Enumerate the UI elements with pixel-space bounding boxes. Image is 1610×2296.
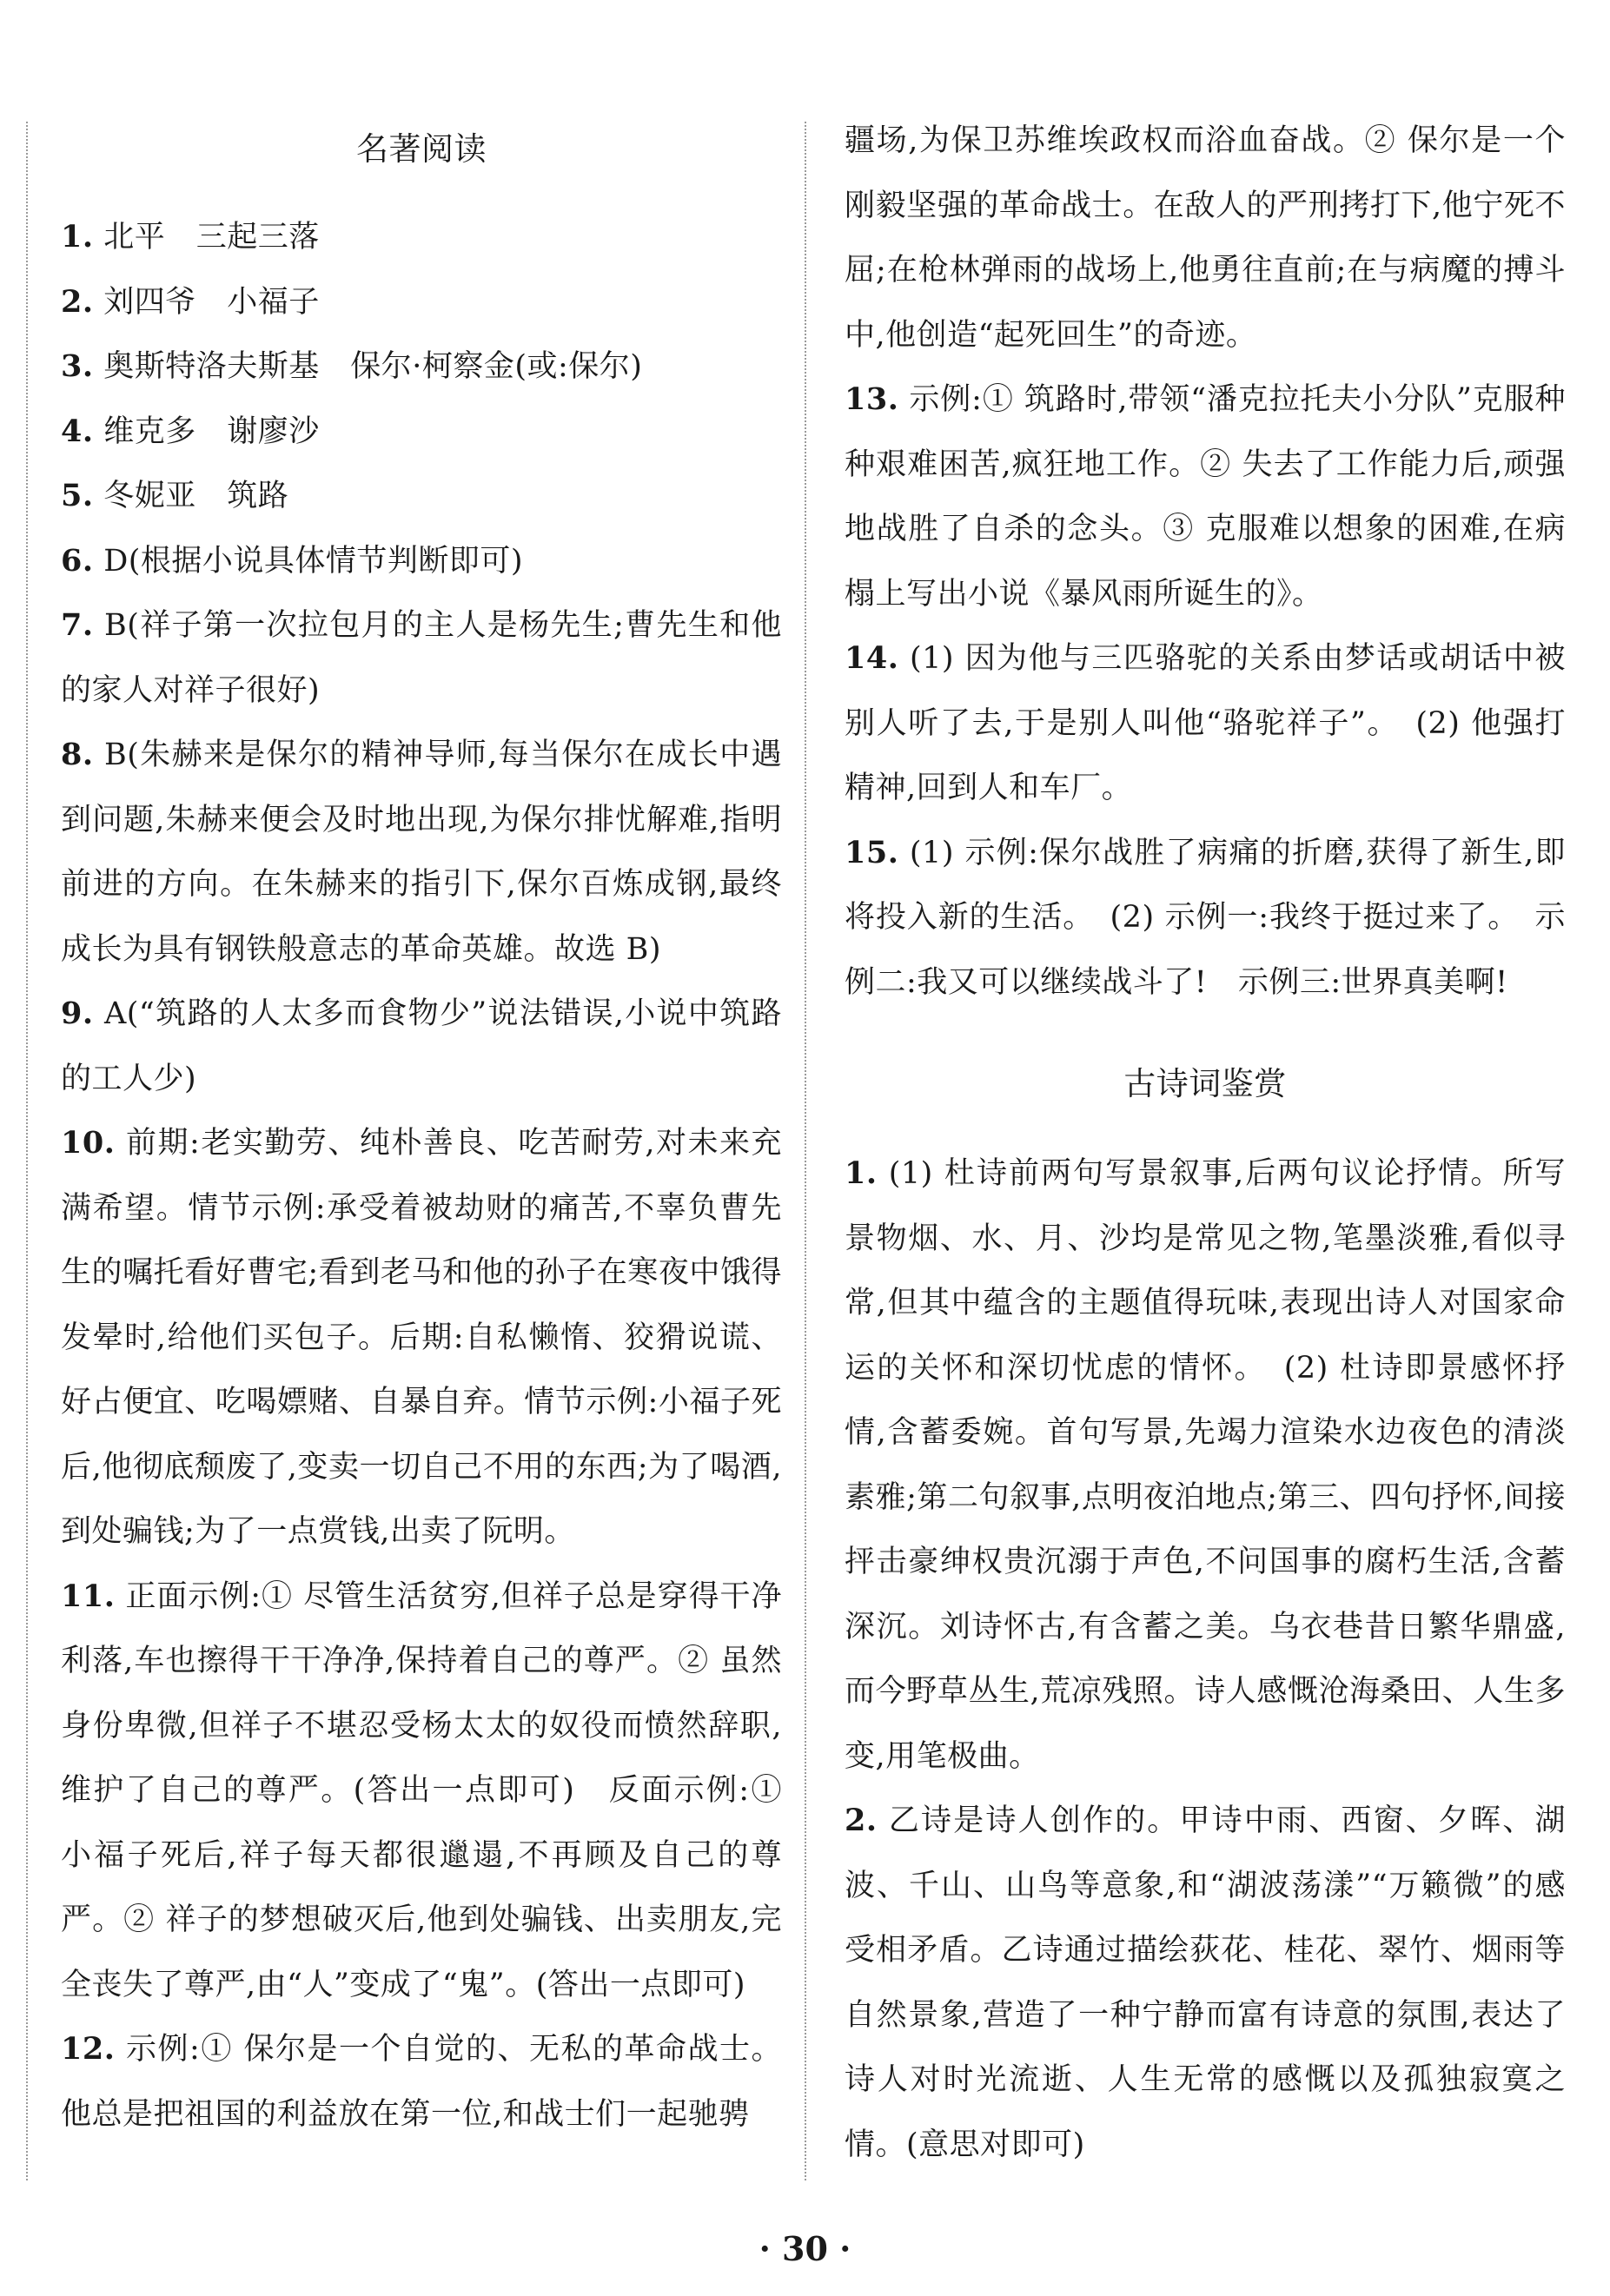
- answer-item: [845, 367, 1566, 626]
- answer-number: 15.: [845, 834, 899, 870]
- answer-text: A(“筑路的人太多而食物少”说法错误,小说中筑路的工人少): [61, 996, 782, 1096]
- answer-item: [61, 400, 782, 465]
- answer-text: 示例:① 保尔是一个自觉的、无私的革命战士。他总是把祖国的利益放在第一位,和战士们一起驰骋: [61, 2032, 782, 2132]
- section-heading-classics: 名著阅读: [356, 130, 487, 168]
- answer-text: (1) 示例:保尔战胜了病痛的折磨,获得了新生,即将投入新的生活。 (2) 示例一:我终于挺过来了。 示例二:我又可以继续战斗了! 示例三:世界真美啊!: [845, 835, 1566, 1000]
- answer-12-continuation: 疆场,为保卫苏维埃政权而浴血奋战。② 保尔是一个刚毅坚强的革命战士。在敌人的严刑拷打下,他宁死不屈;在枪林弹雨的战场上,他勇往直前;在与病魔的搏斗中,他创造“起死回生”的奇迹。: [845, 123, 1566, 353]
- answer-text: 示例:① 筑路时,带领“潘克拉托夫小分队”克服种种艰难困苦,疯狂地工作。② 失去了工作能力后,顽强地战胜了自杀的念头。③ 克服难以想象的困难,在病榻上写出小说《暴风雨所诞生的》。: [845, 382, 1566, 612]
- answer-item: [845, 1141, 1566, 1789]
- answer-text: 乙诗是诗人创作的。甲诗中雨、西窗、夕晖、湖波、千山、山鸟等意象,和“湖波荡漾”“万籁微”的感受相矛盾。乙诗通过描绘荻花、桂花、翠竹、烟雨等自然景象,营造了一种宁静而富有诗意的氛围,表达了诗人对时光流逝、人生无常的感慨以及孤独寂寞之情。(意思对即可): [845, 1803, 1566, 2162]
- answer-number: 3.: [61, 348, 94, 384]
- answer-item: [61, 464, 782, 529]
- answer-number: 5.: [61, 478, 94, 513]
- answer-number: 1.: [845, 1155, 878, 1191]
- answer-text: B(祥子第一次拉包月的主人是杨先生;曹先生和他的家人对祥子很好): [61, 608, 782, 708]
- answer-number: 12.: [61, 2031, 116, 2067]
- left-margin-rule: [26, 122, 28, 2180]
- answer-item: [61, 1565, 782, 2018]
- page-number: · 30 ·: [759, 2229, 851, 2268]
- answer-number: 9.: [61, 996, 94, 1031]
- answer-text: D(根据小说具体情节判断即可): [103, 543, 524, 579]
- answer-item: [61, 723, 782, 982]
- answer-text: (1) 杜诗前两句写景叙事,后两句议论抒情。所写景物烟、水、月、沙均是常见之物,笔墨淡雅,看似寻常,但其中蕴含的主题值得玩味,表现出诗人对国家命运的关怀和深切忧虑的情怀。 (2) 杜诗即景感怀抒情,含蓄委婉。首句写景,先竭力渲染水边夜色的清淡素雅;第二句叙事,点明夜泊地点;第三、四句抒怀,间接抨击豪绅权贵沉溺于声色,不问国事的腐朽生活,含蓄深沉。刘诗怀古,有含蓄之美。乌衣巷昔日繁华鼎盛,而今野草丛生,荒凉残照。诗人感慨沧海桑田、人生多变,用笔极曲。: [845, 1156, 1566, 1774]
- answer-item: [61, 593, 782, 723]
- answer-item: [61, 270, 782, 335]
- answer-item: [845, 1789, 1566, 2177]
- answer-text: B(朱赫来是保尔的精神导师,每当保尔在成长中遇到问题,朱赫来便会及时地出现,为保尔排忧解难,指明前进的方向。在朱赫来的指引下,保尔百炼成钢,最终成长为具有钢铁般意志的革命英雄。故选 B): [61, 738, 782, 967]
- answer-item: [61, 334, 782, 400]
- answer-number: 10.: [61, 1125, 116, 1161]
- answer-number: 2.: [61, 283, 94, 320]
- answer-item: [61, 982, 782, 1111]
- answer-text: 刘四爷 小福子: [103, 284, 320, 320]
- section-heading-poetry: 古诗词鉴赏: [1123, 1065, 1287, 1102]
- answer-number: 7.: [61, 607, 94, 643]
- answer-item: [61, 1111, 782, 1565]
- answer-text: 北平 三起三落: [103, 220, 320, 255]
- answer-text: 维克多 谢廖沙: [103, 414, 320, 449]
- right-column: [845, 109, 1566, 2177]
- left-column: [61, 115, 782, 2147]
- answer-text: 前期:老实勤劳、纯朴善良、吃苦耐劳,对未来充满希望。情节示例:承受着被劫财的痛苦,不辜负曹先生的嘱托看好曹宅;看到老马和他的孙子在寒夜中饿得发晕时,给他们买包子。后期:自私懒惰、狡猾说谎、好占便宜、吃喝嫖赌、自暴自弃。情节示例:小福子死后,他彻底颓废了,变卖一切自己不用的东西;为了喝酒,到处骗钱;为了一点赏钱,出卖了阮明。: [61, 1126, 782, 1549]
- left-answer-list: [61, 205, 782, 2147]
- answer-number: 8.: [61, 737, 94, 772]
- answer-item: [61, 2017, 782, 2147]
- answer-number: 2.: [845, 1803, 878, 1838]
- answer-text: 正面示例:① 尽管生活贫穷,但祥子总是穿得干净利落,车也擦得干干净净,保持着自己的尊严。② 虽然身份卑微,但祥子不堪忍受杨太太的奴役而愤然辞职,维护了自己的尊严。(答出一点即可) 反面示例:① 小福子死后,祥子每天都很邋遢,不再顾及自己的尊严。② 祥子的梦想破灭后,他到处骗钱、出卖朋友,完全丧失了尊严,由“人”变成了“鬼”。(答出一点即可): [61, 1578, 782, 2002]
- right-answer-list-b: [845, 1141, 1566, 2177]
- answer-text: 冬妮亚 筑路: [103, 479, 289, 513]
- answer-number: 1.: [61, 219, 94, 255]
- answer-number: 4.: [61, 413, 94, 449]
- answer-number: 14.: [845, 640, 899, 676]
- column-divider: [805, 122, 806, 2180]
- answer-number: 6.: [61, 542, 94, 579]
- right-answer-list-a: [845, 367, 1566, 1015]
- answer-item: [61, 205, 782, 270]
- answer-item: [61, 529, 782, 594]
- answer-item: [845, 821, 1566, 1016]
- answer-text: (1) 因为他与三匹骆驼的关系由梦话或胡话中被别人听了去,于是别人叫他“骆驼祥子”。 (2) 他强打精神,回到人和车厂。: [845, 641, 1566, 805]
- answer-number: 11.: [61, 1578, 116, 1614]
- answer-item: [845, 626, 1566, 821]
- answer-text: 奥斯特洛夫斯基 保尔·柯察金(或:保尔): [103, 349, 643, 384]
- answer-number: 13.: [845, 381, 899, 417]
